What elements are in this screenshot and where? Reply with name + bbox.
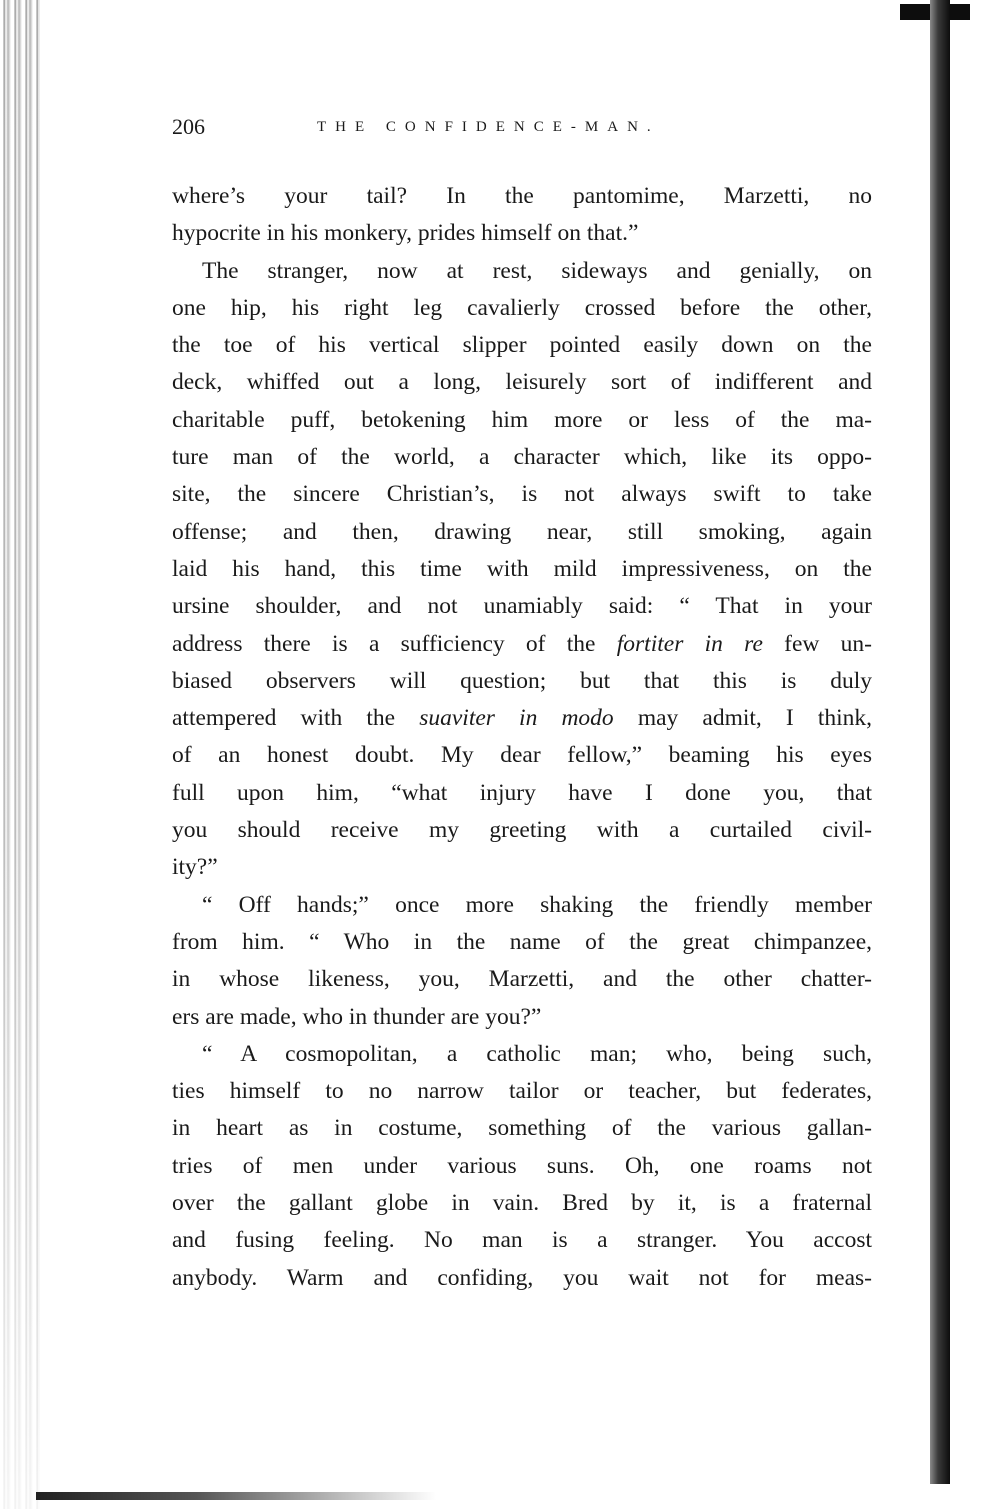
- running-head: THE CONFIDENCE-MAN.: [317, 119, 660, 135]
- latin-phrase: suaviter in modo: [419, 705, 614, 732]
- text-line-mixed: [172, 700, 872, 737]
- text-line: and fusing feeling. No man is a stranger. You accost: [172, 1227, 872, 1254]
- text-line: tries of men under various suns. Oh, one roams not: [172, 1152, 872, 1179]
- text-segment: may admit, I think,: [637, 705, 873, 732]
- text-segment: address there is a sufficiency of the: [172, 630, 596, 657]
- text-line: deck, whiffed out a long, leisurely sort of indifferent and: [172, 369, 872, 396]
- text-line: ture man of the world, a character which, like its oppo-: [172, 444, 872, 471]
- text-line: laid his hand, this time with mild impressiveness, on the: [172, 555, 872, 582]
- page-binding-edge-fade: [0, 0, 40, 1509]
- text-line: full upon him, “what injury have I done you, that: [172, 779, 872, 806]
- text-line: ers are made, who in thunder are you?”: [172, 1003, 542, 1030]
- text-segment: attempered with the: [172, 705, 396, 732]
- text-line: the toe of his vertical slipper pointed easily down on the: [172, 332, 872, 359]
- scan-border-right: [930, 0, 950, 1484]
- text-line: biased observers will question; but that this is duly: [172, 667, 872, 694]
- text-line: anybody. Warm and confiding, you wait not for meas-: [172, 1264, 872, 1291]
- text-line: charitable puff, betokening him more or less of the ma-: [172, 406, 872, 433]
- text-line: The stranger, now at rest, sideways and genially, on: [202, 257, 872, 284]
- text-line: “ Off hands;” once more shaking the friendly member: [202, 891, 872, 918]
- text-line: ursine shoulder, and not unamiably said: “ That in your: [172, 593, 872, 620]
- text-line: where’s your tail? In the pantomime, Marzetti, no: [172, 183, 872, 209]
- text-line: in whose likeness, you, Marzetti, and the other chatter-: [172, 966, 872, 993]
- text-line: of an honest doubt. My dear fellow,” beaming his eyes: [172, 742, 872, 769]
- scan-border-bottom: [36, 1492, 436, 1500]
- latin-phrase: fortiter in re: [616, 630, 763, 657]
- text-line: ties himself to no narrow tailor or teacher, but federates,: [172, 1078, 872, 1105]
- text-line: ity?”: [172, 854, 218, 881]
- text-line: “ A cosmopolitan, a catholic man; who, being such,: [202, 1040, 872, 1067]
- text-line-mixed: [172, 626, 872, 663]
- text-line: you should receive my greeting with a curtailed civil-: [172, 817, 872, 844]
- page-header: [172, 114, 872, 144]
- body-text: [172, 178, 872, 1297]
- text-line: from him. “ Who in the name of the great chimpanzee,: [172, 928, 872, 955]
- page-number: 206: [172, 114, 205, 139]
- text-segment: few un-: [784, 630, 872, 657]
- text-line: site, the sincere Christian’s, is not always swift to take: [172, 481, 872, 508]
- text-line: offense; and then, drawing near, still smoking, again: [172, 518, 872, 545]
- text-line: over the gallant globe in vain. Bred by it, is a fraternal: [172, 1190, 872, 1217]
- text-line: hypocrite in his monkery, prides himself on that.”: [172, 220, 639, 247]
- text-line: in heart as in costume, something of the various gallan-: [172, 1115, 872, 1142]
- text-line: one hip, his right leg cavalierly crossed before the other,: [172, 294, 872, 321]
